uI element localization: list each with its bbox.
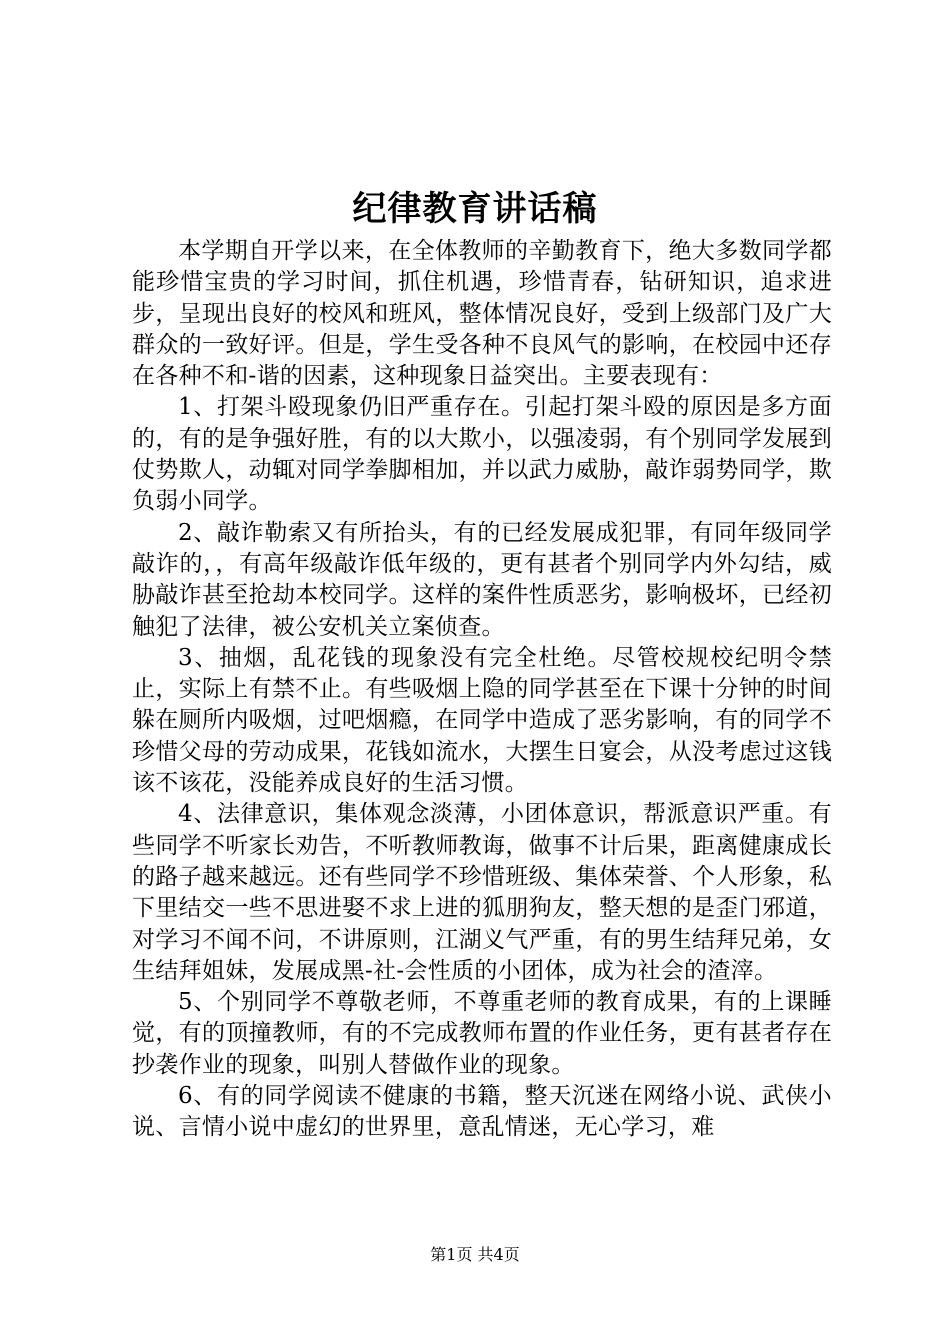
paragraph-item-6: 6、有的同学阅读不健康的书籍，整天沉迷在网络小说、武侠小说、言情小说中虚幻的世界里，意乱情迷，无心学习，难 [132,1083,832,1141]
document-body [132,236,832,1144]
paragraph-intro: 本学期自开学以来，在全体教师的辛勤教育下，绝大多数同学都能珍惜宝贵的学习时间，抓住机遇，珍惜青春，钻研知识，追求进步，呈现出良好的校风和班风，整体情况良好，受到上级部门及广大群众的一致好评。但是，学生受各种不良风气的影响，在校园中还存在各种不和-谐的因素，这种现象日益突出。主要表现有： [132,238,832,390]
paragraph-item-2: 2、敲诈勒索又有所抬头，有的已经发展成犯罪，有同年级同学敲诈的，，有高年级敲诈低年级的，更有甚者个别同学内外勾结，威胁敲诈甚至抢劫本校同学。这样的案件性质恶劣，影响极坏，已经初触犯了法律，被公安机关立案侦查。 [132,519,832,640]
paragraph-item-5: 5、个别同学不尊敬老师，不尊重老师的教育成果，有的上课睡觉，有的顶撞教师，有的不完成教师布置的作业任务，更有甚者存在抄袭作业的现象，叫别人替做作业的现象。 [132,989,832,1078]
paragraph-item-3: 3、抽烟，乱花钱的现象没有完全杜绝。尽管校规校纪明令禁止，实际上有禁不止。有些吸烟上隐的同学甚至在下课十分钟的时间躲在厕所内吸烟，过吧烟瘾，在同学中造成了恶劣影响，有的同学不珍惜父母的劳动成果，花钱如流水，大摆生日宴会，从没考虑过这钱该不该花，没能养成良好的生活习惯。 [132,644,832,797]
page-number-footer: 第1页 共4页 [430,1245,520,1264]
paragraph-item-4: 4、法律意识，集体观念淡薄，小团体意识，帮派意识严重。有些同学不听家长劝告，不听教师教诲，做事不计后果，距离健康成长的路子越来越远。还有些同学不珍惜班级、集体荣誉、个人形象，私下里结交一些不思进娶不求上进的狐朋狗友，整天想的是歪门邪道，对学习不闻不问，不讲原则，江湖义气严重，有的男生结拜兄弟，女生结拜姐妹，发展成黑-社-会性质的小团体，成为社会的渣滓。 [132,801,832,984]
document-title: 纪律教育讲话稿 [352,189,598,229]
paragraph-item-1: 1、打架斗殴现象仍旧严重存在。引起打架斗殴的原因是多方面的，有的是争强好胜，有的以大欺小，以强凌弱，有个别同学发展到仗势欺人，动辄对同学拳脚相加，并以武力威胁，敲诈弱势同学，欺负弱小同学。 [132,394,832,515]
